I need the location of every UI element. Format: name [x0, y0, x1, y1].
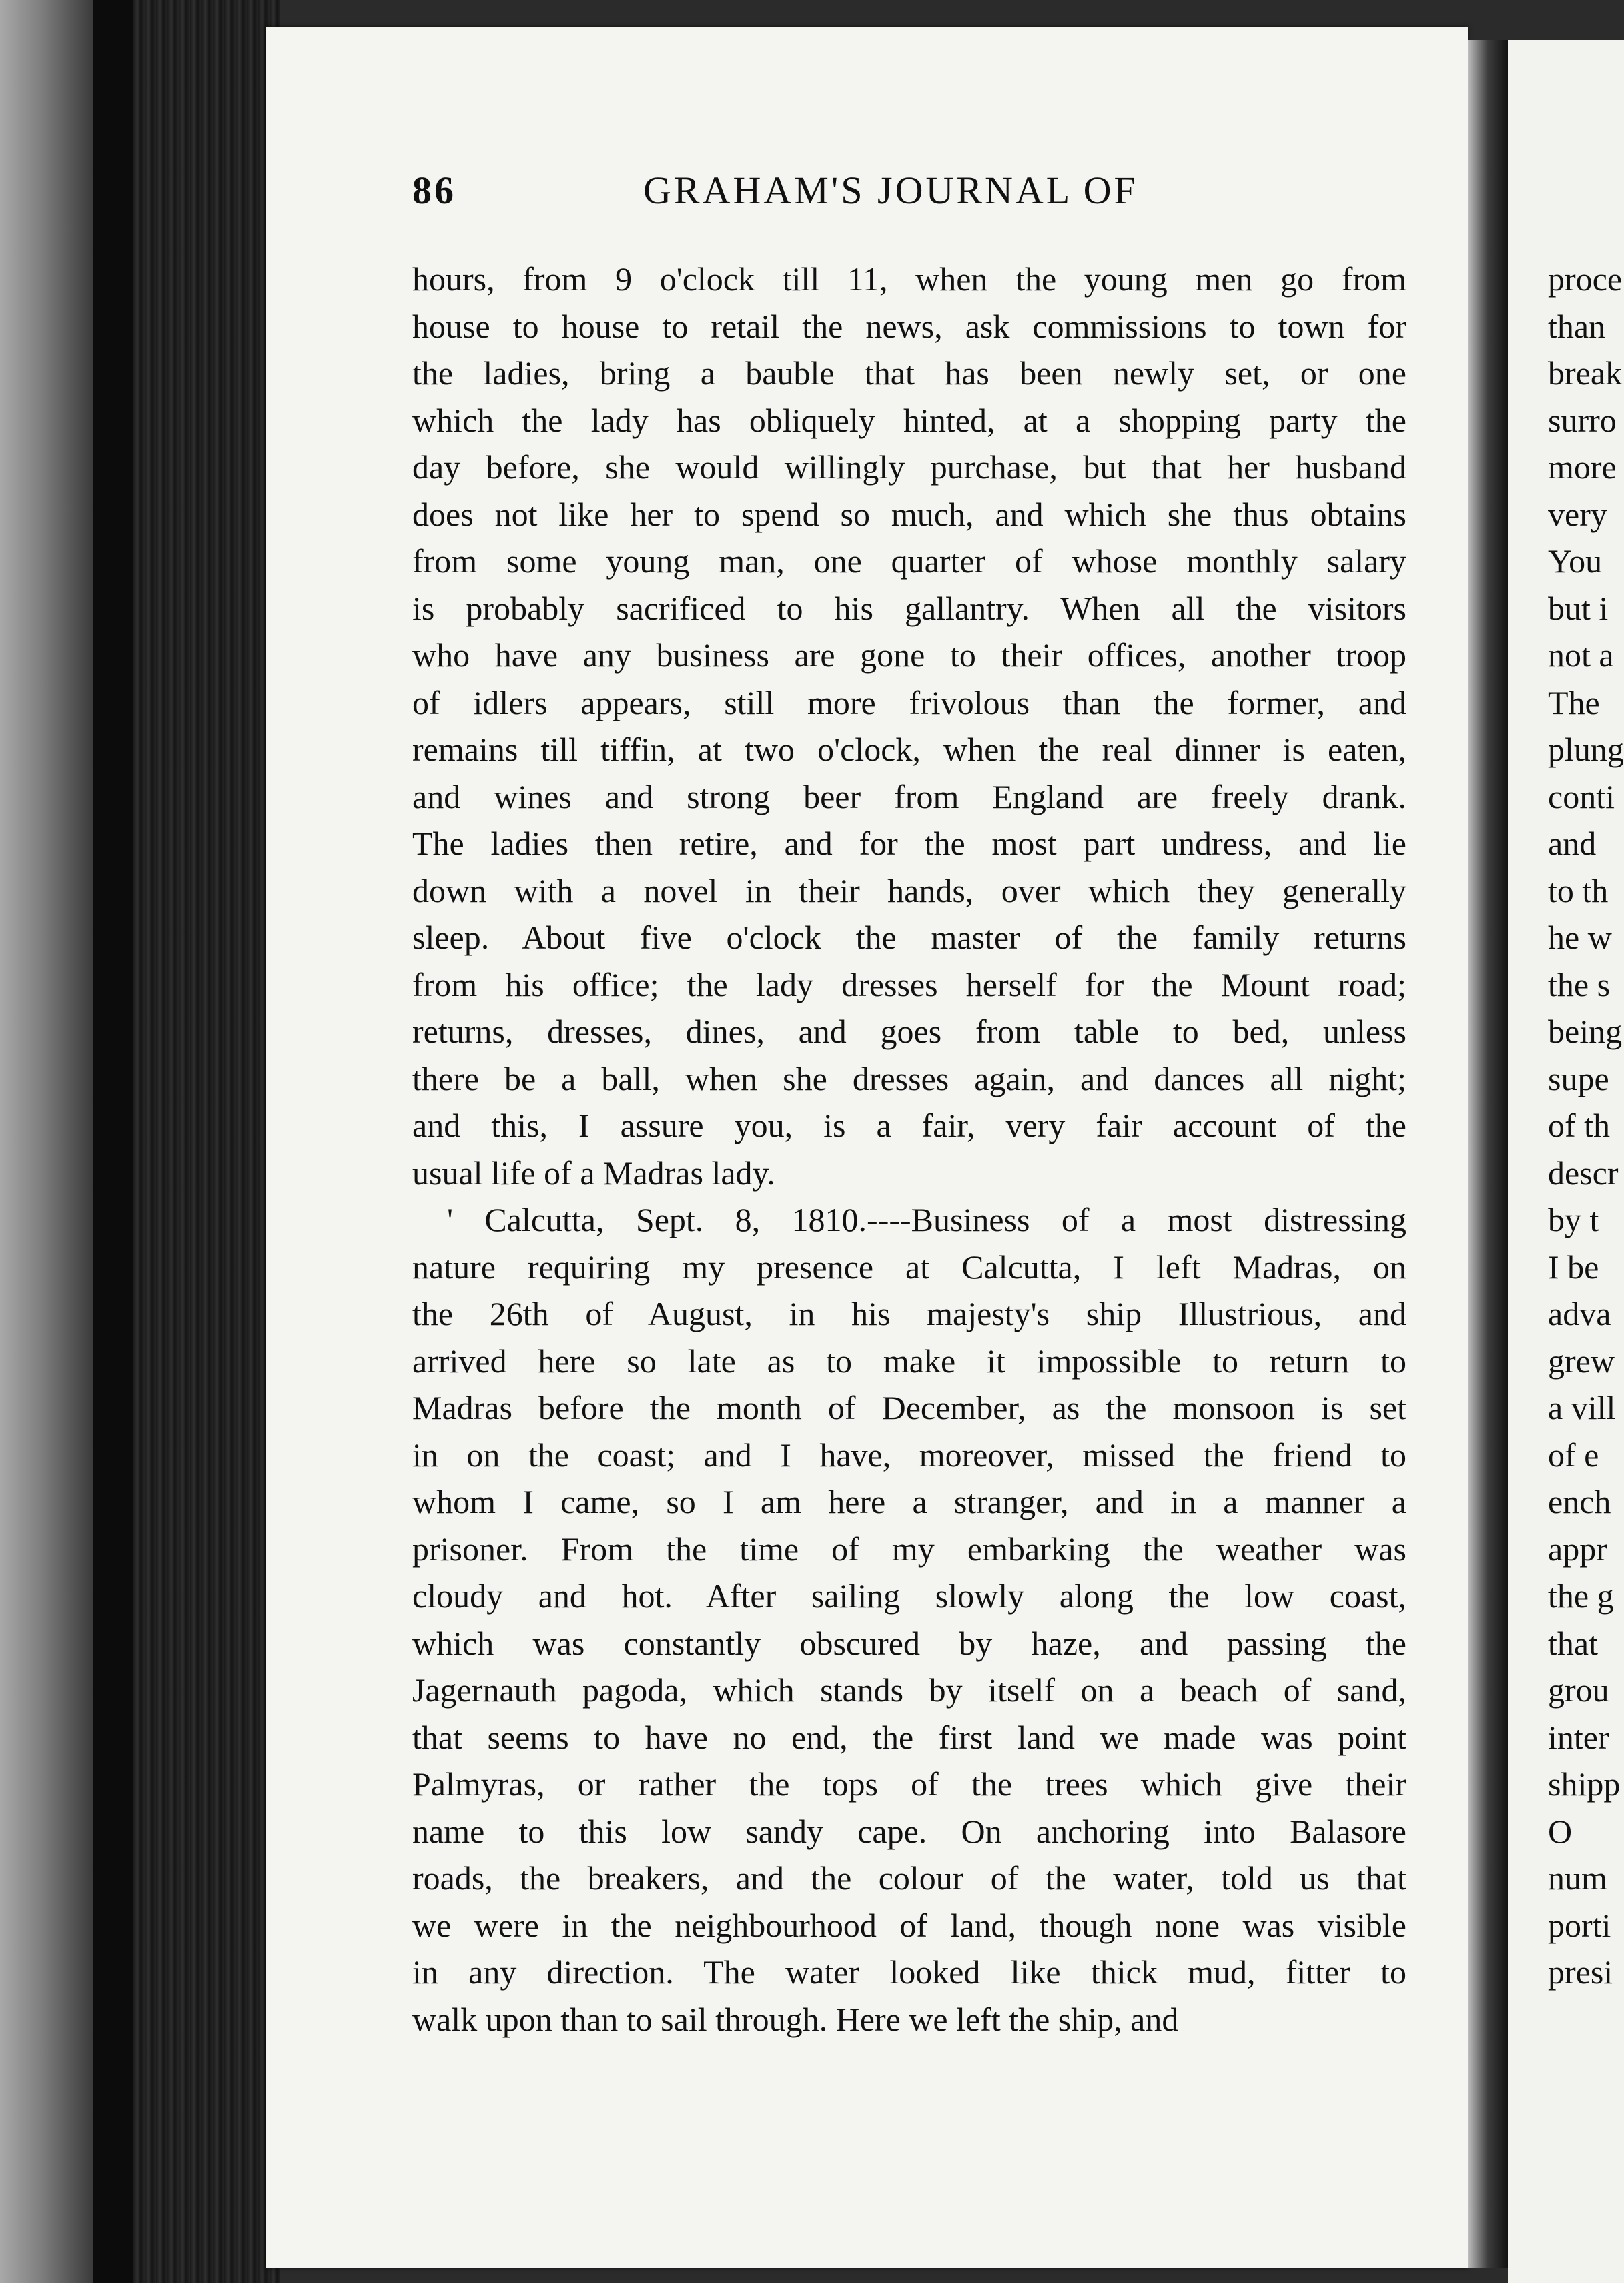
text-line: in on the coast; and I have, moreover, missed the friend to [412, 1436, 1406, 1474]
facing-page-text [1548, 256, 1624, 1996]
text-line: nature requiring my presence at Calcutta, I left Madras, on [412, 1248, 1406, 1286]
text-line: name to this low sandy cape. On anchoring into Balasore [412, 1812, 1406, 1850]
facing-line: of th [1548, 1107, 1611, 1144]
text-line: sleep. About five o'clock the master of the family returns [412, 919, 1406, 956]
text-line: and this, I assure you, is a fair, very fair account of the [412, 1107, 1406, 1144]
text-line: Jagernauth pagoda, which stands by itself on a beach of sand, [412, 1671, 1406, 1709]
facing-line: shipp [1548, 1765, 1621, 1803]
text-line: arrived here so late as to make it impossible to return to [412, 1342, 1406, 1380]
text-line: the 26th of August, in his majesty's ship Illustrious, and [412, 1295, 1406, 1332]
facing-line: break [1548, 354, 1623, 392]
text-line: in any direction. The water looked like thick mud, fitter to [412, 1953, 1406, 1991]
text-line: day before, she would willingly purchase, but that her husband [412, 448, 1406, 486]
facing-line: grew [1548, 1342, 1615, 1380]
text-line: of idlers appears, still more frivolous than the former, and [412, 683, 1406, 721]
facing-line: grou [1548, 1671, 1609, 1709]
text-line: which was constantly obscured by haze, and passing the [412, 1624, 1406, 1662]
facing-line: than [1548, 307, 1606, 345]
facing-line: the g [1548, 1577, 1614, 1615]
text-line: usual life of a Madras lady. [412, 1154, 775, 1192]
text-line: Madras before the month of December, as the monsoon is set [412, 1389, 1406, 1426]
text-line: returns, dresses, dines, and goes from table to bed, unless [412, 1013, 1406, 1050]
facing-line: adva [1548, 1295, 1611, 1332]
text-line: ' Calcutta, Sept. 8, 1810.----Business of a most distressing [447, 1201, 1406, 1238]
page-stack-edges [133, 0, 280, 2283]
facing-line: The [1548, 683, 1600, 721]
text-line: does not like her to spend so much, and which she thus obtains [412, 495, 1406, 533]
book-gutter [1468, 40, 1508, 2268]
facing-line: I be [1548, 1248, 1599, 1286]
facing-page [1508, 40, 1624, 2283]
page-body-text [412, 256, 1406, 2043]
text-line: who have any business are gone to their offices, another troop [412, 636, 1406, 674]
text-line: that seems to have no end, the first land we made was point [412, 1718, 1406, 1756]
page-number: 86 [412, 169, 456, 212]
facing-line: supe [1548, 1059, 1609, 1097]
text-line: down with a novel in their hands, over which they generally [412, 871, 1406, 909]
text-line: roads, the breakers, and the colour of the water, told us that [412, 1859, 1406, 1897]
text-line: and wines and strong beer from England are freely drank. [412, 777, 1406, 815]
facing-line: not a [1548, 636, 1614, 674]
running-head: GRAHAM'S JOURNAL OF [643, 169, 1138, 212]
scan-left-edge [0, 0, 93, 2283]
facing-line: the s [1548, 965, 1611, 1003]
text-line: The ladies then retire, and for the most part undress, and lie [412, 825, 1406, 862]
facing-line: presi [1548, 1953, 1613, 1991]
text-line: remains till tiffin, at two o'clock, when the real dinner is eaten, [412, 731, 1406, 768]
text-line: the ladies, bring a bauble that has been newly set, or one [412, 354, 1406, 392]
text-line: is probably sacrificed to his gallantry. When all the visitors [412, 589, 1406, 627]
text-line: from his office; the lady dresses herself for the Mount road; [412, 965, 1406, 1003]
text-line: there be a ball, when she dresses again, and dances all night; [412, 1059, 1406, 1097]
facing-line: porti [1548, 1906, 1611, 1944]
facing-line: a vill [1548, 1389, 1616, 1426]
facing-line: surro [1548, 401, 1617, 439]
text-line: prisoner. From the time of my embarking the weather was [412, 1530, 1406, 1568]
facing-line: but i [1548, 589, 1609, 627]
facing-line: that [1548, 1624, 1598, 1662]
facing-line: by t [1548, 1201, 1599, 1238]
facing-line: and [1548, 825, 1597, 862]
facing-line: You [1548, 542, 1603, 580]
text-line: Palmyras, or rather the tops of the trees which give their [412, 1765, 1406, 1803]
facing-line: inter [1548, 1718, 1609, 1756]
text-line: walk upon than to sail through. Here we left the ship, and [412, 2000, 1179, 2038]
facing-line: he w [1548, 919, 1612, 956]
text-line: from some young man, one quarter of whose monthly salary [412, 542, 1406, 580]
text-line: cloudy and hot. After sailing slowly along the low coast, [412, 1577, 1406, 1615]
facing-line: proce [1548, 260, 1623, 298]
facing-line: O [1548, 1812, 1573, 1850]
facing-line: ench [1548, 1483, 1611, 1520]
page-header [412, 168, 1166, 215]
text-line: whom I came, so I am here a stranger, and in a manner a [412, 1483, 1406, 1520]
text-line: hours, from 9 o'clock till 11, when the young men go from [412, 260, 1406, 298]
facing-line: more [1548, 448, 1617, 486]
facing-line: plung [1548, 731, 1624, 768]
facing-line: conti [1548, 777, 1615, 815]
facing-line: descr [1548, 1154, 1619, 1192]
text-line: house to house to retail the news, ask commissions to town for [412, 307, 1406, 345]
facing-line: being [1548, 1013, 1623, 1050]
facing-line: very [1548, 495, 1607, 533]
facing-line: appr [1548, 1530, 1607, 1568]
text-line: which the lady has obliquely hinted, at a shopping party the [412, 401, 1406, 439]
text-line: we were in the neighbourhood of land, though none was visible [412, 1906, 1406, 1944]
facing-line: num [1548, 1859, 1607, 1897]
facing-line: of e [1548, 1436, 1599, 1474]
book-cover-edge [93, 0, 133, 2283]
facing-line: to th [1548, 871, 1609, 909]
